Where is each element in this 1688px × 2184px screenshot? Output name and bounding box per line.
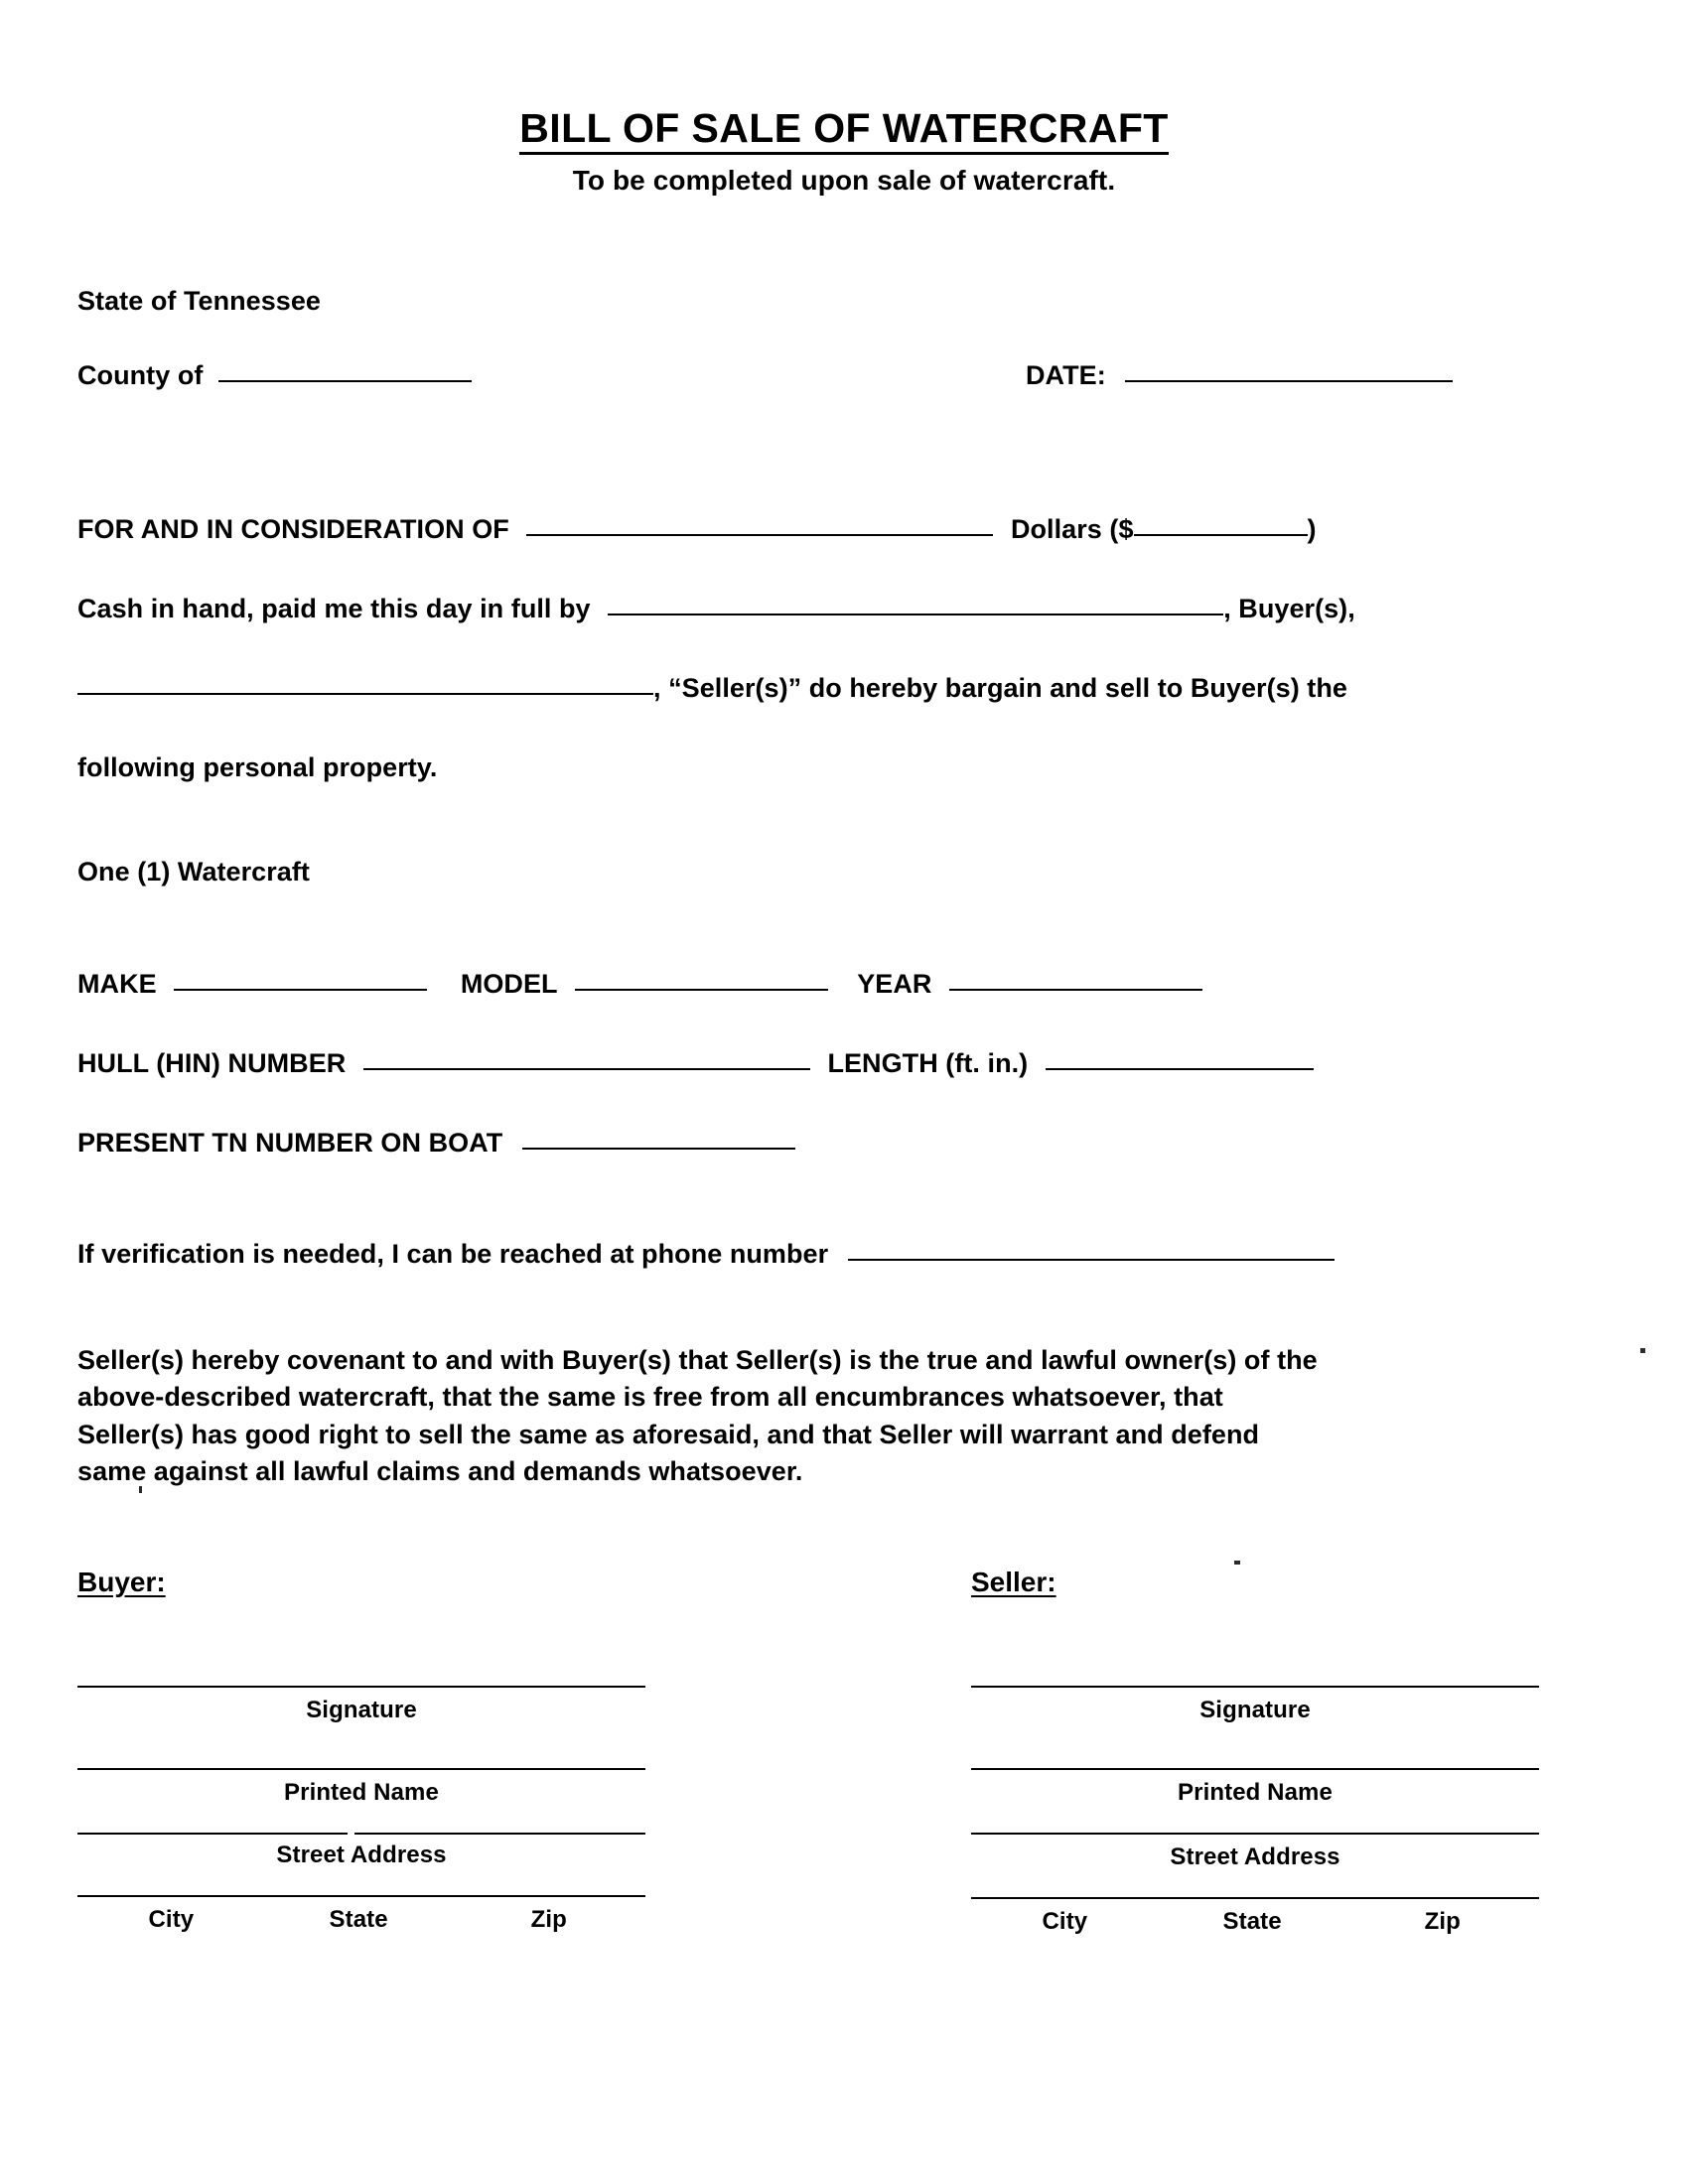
seller-signature-block [971, 1567, 1539, 1936]
year-label: YEAR [857, 969, 932, 999]
state-line: State of Tennessee [77, 286, 321, 316]
make-label: MAKE [77, 969, 157, 999]
seller-state-label: State [1222, 1908, 1282, 1935]
seller-city-state-zip-input-line[interactable] [971, 1897, 1539, 1899]
tn-number-input-line[interactable] [522, 1148, 795, 1150]
buyer-printed-name-input-line[interactable] [77, 1768, 645, 1770]
buyer-name-input-line[interactable] [608, 614, 1223, 615]
buyer-city-state-zip-labels [77, 1906, 645, 1934]
model-label: MODEL [460, 969, 558, 999]
buyer-heading: Buyer: [77, 1567, 166, 1597]
dollars-amount-input-line[interactable] [1134, 534, 1308, 536]
county-label: County of [77, 360, 204, 390]
buyer-signature-block [77, 1567, 645, 1934]
seller-suffix-label: , “Seller(s)” do hereby bargain and sell to Buyer(s) the [653, 673, 1347, 703]
buyer-suffix-label: , Buyer(s), [1223, 594, 1355, 623]
buyer-city-state-zip-input-line[interactable] [77, 1895, 645, 1897]
consideration-label: FOR AND IN CONSIDERATION OF [77, 514, 509, 544]
seller-signature-row [971, 1686, 1539, 1724]
dollars-label: Dollars ($ [1010, 514, 1134, 544]
length-label: LENGTH (ft. in.) [827, 1048, 1029, 1078]
phone-number-input-line[interactable] [848, 1259, 1335, 1261]
date-input-line[interactable] [1125, 380, 1453, 382]
hull-number-input-line[interactable] [363, 1068, 810, 1070]
consideration-amount-line [77, 516, 1317, 543]
scan-speck [1640, 1348, 1645, 1353]
cash-in-hand-label: Cash in hand, paid me this day in full by [77, 594, 591, 623]
tn-number-row [77, 1130, 795, 1157]
hull-length-row [77, 1050, 1314, 1077]
seller-city-state-zip-row [971, 1897, 1539, 1936]
cash-in-hand-line [77, 596, 1355, 622]
date-label: DATE: [1026, 360, 1106, 390]
page-title: BILL OF SALE OF WATERCRAFT [519, 107, 1168, 155]
seller-street-address-label: Street Address [1170, 1843, 1340, 1870]
title-block [0, 107, 1688, 197]
hull-number-label: HULL (HIN) NUMBER [77, 1048, 347, 1078]
date-field [1026, 362, 1453, 389]
seller-printed-name-label: Printed Name [1178, 1779, 1333, 1806]
buyer-city-label: City [148, 1906, 195, 1933]
seller-city-state-zip-labels [971, 1908, 1539, 1936]
covenant-line-2: above-described watercraft, that the same is free from all encumbrances whatsoever, that [77, 1382, 1223, 1413]
covenant-paragraph [77, 1342, 1612, 1490]
seller-street-address-row [971, 1833, 1539, 1871]
seller-signature-label: Signature [1199, 1697, 1311, 1723]
seller-printed-name-row [971, 1768, 1539, 1807]
covenant-line-4: same against all lawful claims and demands whatsoever. [77, 1455, 803, 1486]
tn-number-label: PRESENT TN NUMBER ON BOAT [77, 1128, 503, 1158]
scan-speck [139, 1486, 142, 1493]
buyer-signature-row [77, 1686, 645, 1724]
county-input-line[interactable] [218, 380, 472, 382]
buyer-printed-name-row [77, 1768, 645, 1807]
seller-street-address-input-line[interactable] [971, 1833, 1539, 1835]
buyer-state-label: State [329, 1906, 388, 1933]
covenant-line-3: Seller(s) has good right to sell the same as aforesaid, and that Seller will warrant and defend [77, 1419, 1260, 1449]
buyer-signature-input-line[interactable] [77, 1686, 645, 1688]
verification-row [77, 1241, 1335, 1268]
buyer-street-address-row [77, 1833, 645, 1869]
page-subtitle: To be completed upon sale of watercraft. [572, 165, 1116, 197]
length-input-line[interactable] [1046, 1068, 1314, 1070]
buyer-printed-name-label: Printed Name [284, 1779, 439, 1806]
make-model-year-row [77, 971, 1202, 998]
seller-zip-label: Zip [1424, 1908, 1461, 1935]
covenant-line-1: Seller(s) hereby covenant to and with Buyer(s) that Seller(s) is the true and lawful owner(s) of the [77, 1345, 1318, 1375]
scan-speck [1234, 1561, 1240, 1565]
buyer-city-state-zip-row [77, 1895, 645, 1934]
seller-signature-input-line[interactable] [971, 1686, 1539, 1688]
verification-label: If verification is needed, I can be reached at phone number [77, 1239, 829, 1269]
seller-city-label: City [1042, 1908, 1088, 1935]
year-input-line[interactable] [949, 989, 1202, 991]
following-property-label: following personal property. [77, 752, 438, 782]
buyer-zip-label: Zip [530, 1906, 567, 1933]
watercraft-heading: One (1) Watercraft [77, 857, 310, 887]
buyer-street-address-label: Street Address [276, 1842, 447, 1868]
consideration-words-input-line[interactable] [526, 534, 993, 536]
seller-name-line [77, 675, 1347, 702]
buyer-signature-label: Signature [306, 1697, 417, 1723]
seller-name-input-line[interactable] [77, 693, 653, 695]
model-input-line[interactable] [575, 989, 828, 991]
make-input-line[interactable] [174, 989, 427, 991]
dollars-close-paren: ) [1307, 514, 1317, 544]
seller-printed-name-input-line[interactable] [971, 1768, 1539, 1770]
county-field [77, 362, 472, 389]
seller-heading: Seller: [971, 1567, 1056, 1597]
